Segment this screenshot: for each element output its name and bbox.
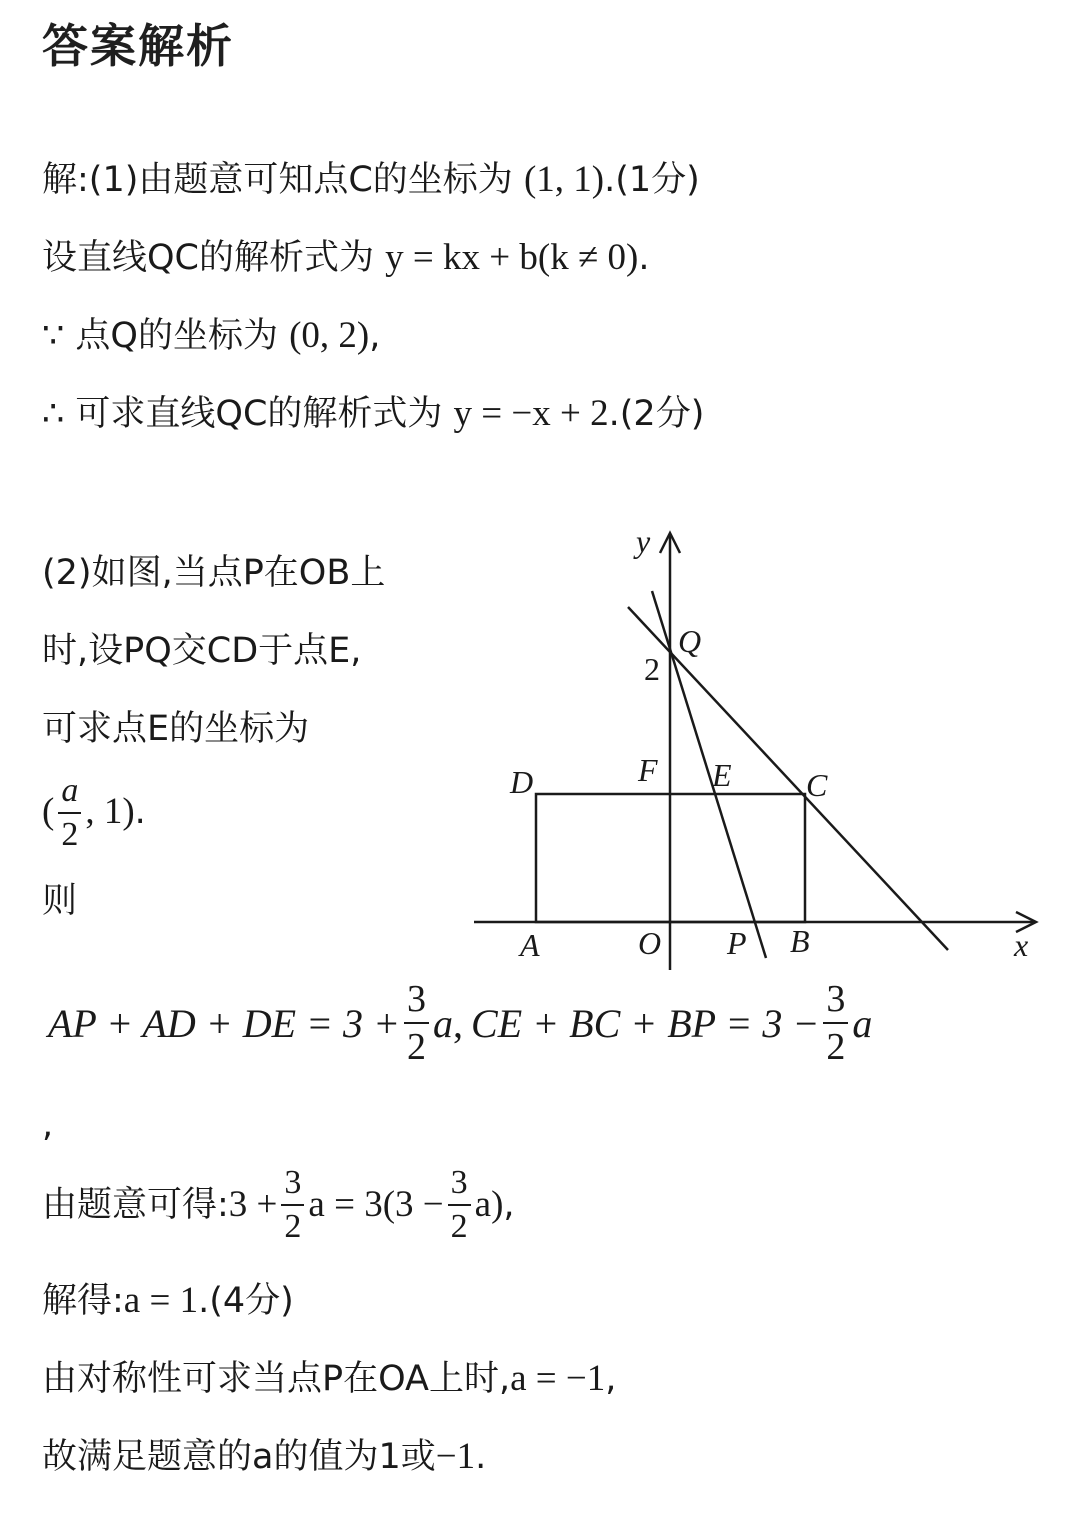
solution-a-equals-1: 解得:a = 1.(4分) bbox=[42, 1280, 294, 1321]
label-2: 2 bbox=[644, 651, 660, 687]
page-title: 答案解析 bbox=[42, 19, 234, 73]
solution-line-3: ∵ 点Q的坐标为 (0, 2), bbox=[42, 315, 381, 356]
fraction-3-over-2: $\frac{3}{2}$ bbox=[281, 1166, 304, 1244]
label-f: F bbox=[638, 752, 658, 788]
line-qc-equation: y = −x + 2 bbox=[453, 393, 609, 434]
part2-line-1: (2)如图,当点P在OB上 bbox=[42, 553, 386, 593]
label-q: Q bbox=[678, 623, 702, 659]
label-b: B bbox=[790, 923, 810, 959]
trailing-comma: , bbox=[42, 1105, 54, 1145]
label-p: P bbox=[727, 925, 747, 961]
solution-line-2: 设直线QC的解析式为 y = kx + b(k ≠ 0). bbox=[42, 237, 650, 278]
condition-equation: 由题意可得: 3 + $\frac{3}{2}$ a = 3(3 − $\frac{3}{2}$ a) , bbox=[42, 1164, 515, 1245]
solution-line-4: ∴ 可求直线QC的解析式为 y = −x + 2.(2分) bbox=[42, 393, 705, 434]
point-c-coordinates: (1, 1) bbox=[523, 159, 605, 200]
line-equation-general: y = kx + b(k ≠ 0) bbox=[385, 237, 639, 278]
fraction-a-over-2: $\frac{a}{2}$ bbox=[58, 774, 81, 852]
label-e: E bbox=[712, 757, 732, 793]
label-o: O bbox=[638, 925, 662, 961]
symmetry-line: 由对称性可求当点P在OA上时,a = −1, bbox=[42, 1358, 617, 1399]
label-x: x bbox=[1014, 927, 1029, 963]
solution-line-1: 解:(1)由题意可知点C的坐标为 (1, 1).(1分) bbox=[42, 159, 700, 200]
label-y: y bbox=[636, 525, 651, 559]
label-a: A bbox=[520, 927, 540, 963]
part2-then: 则 bbox=[42, 881, 78, 921]
line-qc bbox=[628, 607, 948, 950]
fraction-3-over-2: $\frac{3}{2}$ bbox=[823, 980, 848, 1066]
fraction-3-over-2: $\frac{3}{2}$ bbox=[404, 980, 429, 1066]
label-c: C bbox=[806, 767, 828, 803]
part2-line-3: 可求点E的坐标为 bbox=[42, 709, 310, 749]
geometry-figure bbox=[470, 525, 1050, 975]
sum-equations: AP + AD + DE = 3 + $\frac{3}{2}$ a , CE + BC + BP = 3 − $\frac{3}{2}$ a bbox=[48, 978, 873, 1068]
part2-line-2: 时,设PQ交CD于点E, bbox=[42, 631, 362, 671]
fraction-3-over-2: $\frac{3}{2}$ bbox=[448, 1166, 471, 1244]
final-answer: 故满足题意的a的值为1或−1. bbox=[42, 1436, 487, 1477]
label-d: D bbox=[510, 764, 534, 800]
point-e-coordinates: ( $\frac{a}{2}$ , 1). bbox=[42, 772, 146, 853]
point-q-coordinates: (0, 2) bbox=[289, 315, 370, 356]
